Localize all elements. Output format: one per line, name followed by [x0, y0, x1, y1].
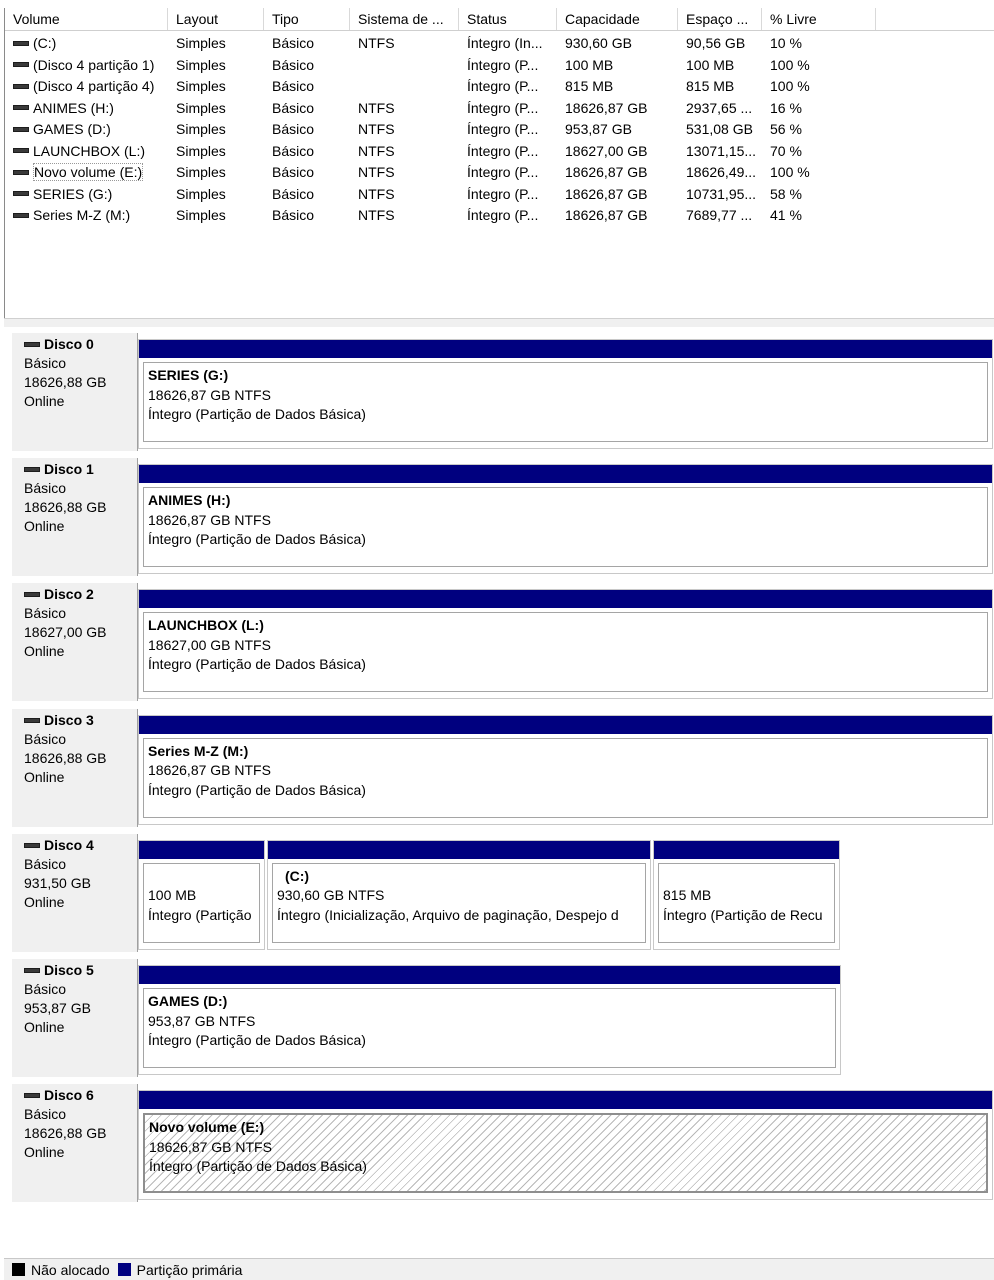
- cell-text: 18626,87 GB: [565, 207, 648, 223]
- cell-text: 7689,77 ...: [686, 207, 753, 223]
- cell-tipo: [264, 55, 350, 76]
- cell-space: [678, 76, 762, 97]
- cell-text: 100 MB: [686, 56, 735, 73]
- disk-row: [8, 828, 994, 946]
- disk-icon: [24, 843, 40, 848]
- legend-unallocated: [12, 1262, 110, 1278]
- partition-block[interactable]: [267, 840, 651, 950]
- partition-body: [143, 612, 988, 692]
- volume-icon: [13, 62, 29, 67]
- disk-type: Básico: [24, 1106, 67, 1123]
- cell-status: [459, 205, 557, 226]
- partition-block[interactable]: [138, 965, 841, 1075]
- cell-text: Simples: [176, 164, 226, 180]
- cell-fs: [350, 141, 459, 162]
- column-volume[interactable]: Volume: [5, 8, 168, 30]
- disk-info[interactable]: [12, 1084, 138, 1202]
- cell-volume: [5, 33, 168, 54]
- table-row[interactable]: [5, 205, 994, 227]
- column-status[interactable]: Status: [459, 8, 557, 30]
- cell-status: [459, 141, 557, 162]
- partition-body: [143, 988, 836, 1068]
- primary-partition-bar: [654, 841, 839, 859]
- cell-tipo: [264, 184, 350, 205]
- cell-text: 90,56 GB: [686, 35, 746, 51]
- partition-block[interactable]: [138, 840, 265, 950]
- volume-rows: [5, 33, 994, 227]
- cell-fs: [350, 184, 459, 205]
- disk-info[interactable]: [12, 834, 138, 952]
- cell-space: [678, 184, 762, 205]
- partition-block[interactable]: [653, 840, 840, 950]
- column-capacity[interactable]: Capacidade: [557, 8, 678, 30]
- cell-status: [459, 119, 557, 140]
- disk-state: Online: [24, 1144, 65, 1161]
- cell-fs: [350, 205, 459, 226]
- partition-size: 953,87 GB NTFS: [148, 1012, 256, 1029]
- primary-partition-bar: [139, 966, 840, 984]
- primary-partition-bar: [139, 465, 992, 483]
- partition-title: Series M-Z (M:): [148, 742, 249, 759]
- cell-fs: [350, 119, 459, 140]
- cell-volume: [5, 55, 168, 76]
- cell-tipo: [264, 76, 350, 97]
- disk-state: Online: [24, 643, 65, 660]
- cell-volume: [5, 162, 168, 183]
- disk-size: 18626,88 GB: [24, 374, 107, 390]
- cell-text: SERIES (G:): [33, 185, 113, 202]
- partition-title: (C:): [285, 867, 310, 884]
- cell-free: [762, 184, 876, 205]
- primary-partition-bar: [139, 340, 992, 358]
- cell-free: [762, 119, 876, 140]
- disk-icon: [24, 1093, 40, 1098]
- cell-tipo: [264, 119, 350, 140]
- cell-text: Íntegro (P...: [467, 78, 539, 94]
- partition-body: [143, 738, 988, 818]
- cell-text: NTFS: [358, 207, 395, 223]
- cell-text: 100 %: [770, 78, 810, 94]
- volume-list[interactable]: [4, 8, 994, 318]
- disk-row: [8, 703, 994, 821]
- volume-icon: [13, 170, 29, 175]
- volume-icon: [13, 105, 29, 110]
- cell-cap: [557, 98, 678, 119]
- partition-title: Novo volume (E:): [149, 1119, 265, 1136]
- partition-size: 815 MB: [663, 887, 712, 904]
- cell-status: [459, 184, 557, 205]
- cell-layout: [168, 119, 264, 140]
- disk-row: [8, 577, 994, 695]
- disk-name-label: Disco 3: [44, 711, 94, 728]
- cell-text: 58 %: [770, 185, 802, 202]
- disk-name: [24, 1086, 137, 1105]
- volume-icon: [13, 84, 29, 89]
- partition-status: Íntegro (Inicialização, Arquivo de paginação, Despejo d: [277, 906, 619, 923]
- cell-space: [678, 98, 762, 119]
- disk-type: Básico: [24, 605, 67, 622]
- column-free-space[interactable]: Espaço ...: [678, 8, 762, 30]
- cell-text: 953,87 GB: [565, 121, 632, 137]
- cell-space: [678, 205, 762, 226]
- disk-type: Básico: [24, 981, 67, 997]
- cell-layout: [168, 55, 264, 76]
- table-row[interactable]: [5, 184, 994, 206]
- cell-text: NTFS: [358, 142, 395, 159]
- disk-size: 931,50 GB: [24, 874, 91, 891]
- cell-fs: [350, 162, 459, 183]
- cell-text: Íntegro (P...: [467, 99, 539, 116]
- cell-text: Simples: [176, 207, 226, 223]
- partition-body: [143, 863, 260, 943]
- disk-name-label: Disco 2: [44, 586, 94, 603]
- disk-size: 18626,88 GB: [24, 499, 107, 516]
- disk-type: Básico: [24, 480, 67, 497]
- cell-text: 10731,95...: [686, 185, 757, 202]
- primary-partition-bar: [139, 590, 992, 608]
- disk-type: Básico: [24, 730, 67, 747]
- cell-text: 100 MB: [565, 56, 614, 73]
- disk-state: Online: [24, 393, 65, 409]
- cell-text: Íntegro (P...: [467, 56, 539, 73]
- cell-text: Novo volume (E:): [34, 164, 143, 180]
- column-tipo[interactable]: Tipo: [264, 8, 350, 30]
- disk-icon: [24, 592, 40, 597]
- volume-icon: [13, 148, 29, 153]
- partition-body: [143, 362, 988, 442]
- cell-text: Simples: [176, 121, 226, 137]
- cell-text: 100 %: [770, 56, 810, 73]
- primary-partition-bar: [139, 841, 264, 859]
- table-row[interactable]: [5, 33, 994, 55]
- cell-text: Básico: [272, 78, 315, 94]
- volume-icon: [13, 213, 29, 218]
- partition-status: Íntegro (Partição de Dados Básica): [148, 531, 366, 548]
- cell-text: GAMES (D:): [33, 121, 111, 137]
- disk-row: [8, 452, 994, 570]
- legend-bar: [4, 1258, 994, 1280]
- disk-icon: [24, 718, 40, 723]
- cell-text: Íntegro (P...: [467, 164, 539, 180]
- cell-space: [678, 162, 762, 183]
- column-filesystem[interactable]: Sistema de ...: [350, 8, 459, 30]
- disk-type: Básico: [24, 855, 67, 872]
- disk-state: Online: [24, 1019, 65, 1035]
- cell-cap: [557, 141, 678, 162]
- partition-status: Íntegro (Partição de Dados Básica): [148, 781, 366, 798]
- disk-state: Online: [24, 518, 65, 535]
- cell-text: Series M-Z (M:): [33, 207, 131, 223]
- disk-info[interactable]: [12, 333, 138, 451]
- partition-block[interactable]: [138, 1090, 993, 1200]
- cell-space: [678, 55, 762, 76]
- cell-text: (Disco 4 partição 4): [33, 78, 155, 94]
- cell-volume: [5, 76, 168, 97]
- cell-cap: [557, 119, 678, 140]
- cell-text: 18626,87 GB: [565, 99, 648, 116]
- disk-info[interactable]: [12, 959, 138, 1077]
- primary-partition-bar: [139, 716, 992, 734]
- cell-space: [678, 33, 762, 54]
- partition-body: [143, 1113, 988, 1193]
- cell-tipo: [264, 33, 350, 54]
- cell-text: NTFS: [358, 164, 395, 180]
- cell-text: 13071,15...: [686, 142, 757, 159]
- cell-layout: [168, 33, 264, 54]
- disk-info[interactable]: [12, 583, 138, 701]
- partition-status: Íntegro (Partição: [148, 906, 252, 923]
- cell-text: NTFS: [358, 121, 395, 137]
- partition-title: GAMES (D:): [148, 993, 228, 1009]
- partition-body: [143, 487, 988, 567]
- cell-tipo: [264, 98, 350, 119]
- cell-status: [459, 98, 557, 119]
- cell-text: NTFS: [358, 99, 395, 116]
- table-row[interactable]: [5, 98, 994, 120]
- cell-text: (Disco 4 partição 1): [33, 56, 155, 73]
- partition-body: [272, 863, 646, 943]
- cell-volume: [5, 98, 168, 119]
- cell-layout: [168, 76, 264, 97]
- cell-text: Simples: [176, 185, 226, 202]
- cell-tipo: [264, 162, 350, 183]
- cell-space: [678, 141, 762, 162]
- cell-text: 18626,87 GB: [565, 164, 648, 180]
- cell-status: [459, 162, 557, 183]
- cell-text: Básico: [272, 164, 315, 180]
- volume-icon: [13, 191, 29, 196]
- cell-text: 930,60 GB: [565, 35, 632, 51]
- cell-text: 41 %: [770, 207, 802, 223]
- table-row[interactable]: [5, 76, 994, 98]
- table-row[interactable]: [5, 55, 994, 77]
- cell-free: [762, 205, 876, 226]
- disk-size: 18626,88 GB: [24, 1125, 107, 1142]
- disk-size: 953,87 GB: [24, 1000, 91, 1016]
- legend-primary: [118, 1262, 243, 1278]
- cell-cap: [557, 33, 678, 54]
- cell-text: Básico: [272, 99, 315, 116]
- cell-status: [459, 76, 557, 97]
- cell-layout: [168, 98, 264, 119]
- partition-title: ANIMES (H:): [148, 492, 231, 509]
- partition-block[interactable]: [138, 464, 993, 574]
- partition-size: 18626,87 GB NTFS: [148, 386, 271, 403]
- partition-block[interactable]: [138, 715, 993, 825]
- disk-info[interactable]: [12, 458, 138, 576]
- cell-fs: [350, 55, 459, 76]
- cell-fs: [350, 33, 459, 54]
- table-row[interactable]: [5, 162, 994, 184]
- disk-icon: [24, 968, 40, 973]
- disk-row: [8, 953, 994, 1071]
- cell-free: [762, 141, 876, 162]
- cell-free: [762, 33, 876, 54]
- volume-list-header: [5, 8, 994, 31]
- cell-text: Íntegro (P...: [467, 185, 539, 202]
- cell-status: [459, 55, 557, 76]
- disk-name: [24, 836, 137, 855]
- cell-tipo: [264, 141, 350, 162]
- disk-size: 18626,88 GB: [24, 749, 107, 766]
- legend-primary-label: Partição primária: [136, 1261, 243, 1278]
- cell-text: 531,08 GB: [686, 121, 753, 137]
- cell-text: Básico: [272, 207, 315, 223]
- cell-text: LAUNCHBOX (L:): [33, 142, 146, 159]
- partition-body: [658, 863, 835, 943]
- cell-text: Básico: [272, 185, 315, 202]
- partition-status: Íntegro (Partição de Dados Básica): [148, 1032, 366, 1048]
- cell-text: (C:): [33, 35, 57, 51]
- cell-text: Simples: [176, 142, 226, 159]
- cell-text: 10 %: [770, 35, 802, 51]
- cell-volume: [5, 184, 168, 205]
- disk-name: [24, 711, 137, 730]
- disk-icon: [24, 467, 40, 472]
- cell-cap: [557, 205, 678, 226]
- primary-partition-bar: [268, 841, 650, 859]
- partition-title: LAUNCHBOX (L:): [148, 617, 264, 634]
- disk-icon: [24, 342, 40, 347]
- cell-text: Íntegro (In...: [467, 35, 543, 51]
- partition-status: Íntegro (Partição de Dados Básica): [148, 656, 366, 673]
- cell-free: [762, 98, 876, 119]
- table-row[interactable]: [5, 119, 994, 141]
- disk-name-label: Disco 4: [44, 836, 94, 853]
- partition-status: Íntegro (Partição de Dados Básica): [148, 406, 366, 422]
- cell-text: 18626,49...: [686, 164, 757, 180]
- cell-text: 815 MB: [565, 78, 614, 94]
- cell-layout: [168, 162, 264, 183]
- disk-state: Online: [24, 768, 65, 785]
- primary-partition-bar: [139, 1091, 992, 1109]
- cell-volume: [5, 119, 168, 140]
- cell-layout: [168, 205, 264, 226]
- cell-free: [762, 162, 876, 183]
- cell-text: Simples: [176, 78, 226, 94]
- cell-text: Íntegro (P...: [467, 121, 539, 137]
- disk-info[interactable]: [12, 709, 138, 827]
- cell-text: 18626,87 GB: [565, 185, 648, 202]
- cell-text: 56 %: [770, 121, 802, 137]
- partition-size: 18626,87 GB NTFS: [148, 762, 271, 779]
- partition-size: 930,60 GB NTFS: [277, 887, 385, 904]
- volume-icon: [13, 127, 29, 132]
- partition-size: 18626,87 GB NTFS: [148, 511, 271, 528]
- disk-name-label: Disco 1: [44, 461, 94, 478]
- cell-text: 815 MB: [686, 78, 735, 94]
- cell-cap: [557, 184, 678, 205]
- cell-text: Básico: [272, 35, 315, 51]
- cell-fs: [350, 98, 459, 119]
- cell-text: Básico: [272, 56, 315, 73]
- cell-text: Básico: [272, 121, 315, 137]
- cell-volume: [5, 141, 168, 162]
- cell-text: ANIMES (H:): [33, 99, 114, 116]
- cell-text: 2937,65 ...: [686, 99, 753, 116]
- partition-size: 18627,00 GB NTFS: [148, 636, 271, 653]
- disk-state: Online: [24, 893, 65, 910]
- cell-status: [459, 33, 557, 54]
- cell-free: [762, 76, 876, 97]
- disk-name: [24, 585, 137, 604]
- partition-status: Íntegro (Partição de Dados Básica): [149, 1158, 367, 1175]
- column-layout[interactable]: Layout: [168, 8, 264, 30]
- primary-partition-swatch-icon: [118, 1263, 131, 1276]
- cell-text: 70 %: [770, 142, 802, 159]
- disk-graphical-view: [4, 327, 994, 1257]
- partition-size: 18626,87 GB NTFS: [149, 1138, 272, 1155]
- cell-text: Simples: [176, 35, 226, 51]
- legend-unallocated-label: Não alocado: [31, 1261, 110, 1278]
- cell-text: Básico: [272, 142, 315, 159]
- cell-cap: [557, 55, 678, 76]
- disk-name-label: Disco 6: [44, 1087, 94, 1104]
- disk-size: 18627,00 GB: [24, 624, 107, 641]
- cell-volume: [5, 205, 168, 226]
- cell-layout: [168, 184, 264, 205]
- cell-text: 16 %: [770, 99, 802, 116]
- cell-text: Simples: [176, 56, 226, 73]
- disk-row: [8, 327, 994, 445]
- cell-text: Simples: [176, 99, 226, 116]
- cell-cap: [557, 162, 678, 183]
- partition-title: SERIES (G:): [148, 367, 229, 383]
- disk-row: [8, 1078, 994, 1196]
- cell-cap: [557, 76, 678, 97]
- disk-name-label: Disco 5: [44, 962, 94, 978]
- cell-text: Íntegro (P...: [467, 207, 539, 223]
- cell-text: Íntegro (P...: [467, 142, 539, 159]
- cell-space: [678, 119, 762, 140]
- disk-name-label: Disco 0: [44, 336, 94, 352]
- table-row[interactable]: [5, 141, 994, 163]
- cell-text: NTFS: [358, 185, 395, 202]
- partition-status: Íntegro (Partição de Recu: [663, 906, 823, 923]
- cell-text: NTFS: [358, 35, 395, 51]
- cell-free: [762, 55, 876, 76]
- disk-name: [24, 961, 137, 980]
- unallocated-swatch-icon: [12, 1263, 25, 1276]
- cell-tipo: [264, 205, 350, 226]
- partition-size: 100 MB: [148, 887, 197, 904]
- cell-fs: [350, 76, 459, 97]
- cell-layout: [168, 141, 264, 162]
- cell-text: 100 %: [770, 164, 810, 180]
- partition-block[interactable]: [138, 339, 993, 449]
- disk-name: [24, 460, 137, 479]
- volume-icon: [13, 41, 29, 46]
- column-percent-free[interactable]: % Livre: [762, 8, 876, 30]
- disk-name: [24, 335, 137, 354]
- disk-type: Básico: [24, 355, 67, 371]
- cell-text: 18627,00 GB: [565, 142, 648, 159]
- partition-block[interactable]: [138, 589, 993, 699]
